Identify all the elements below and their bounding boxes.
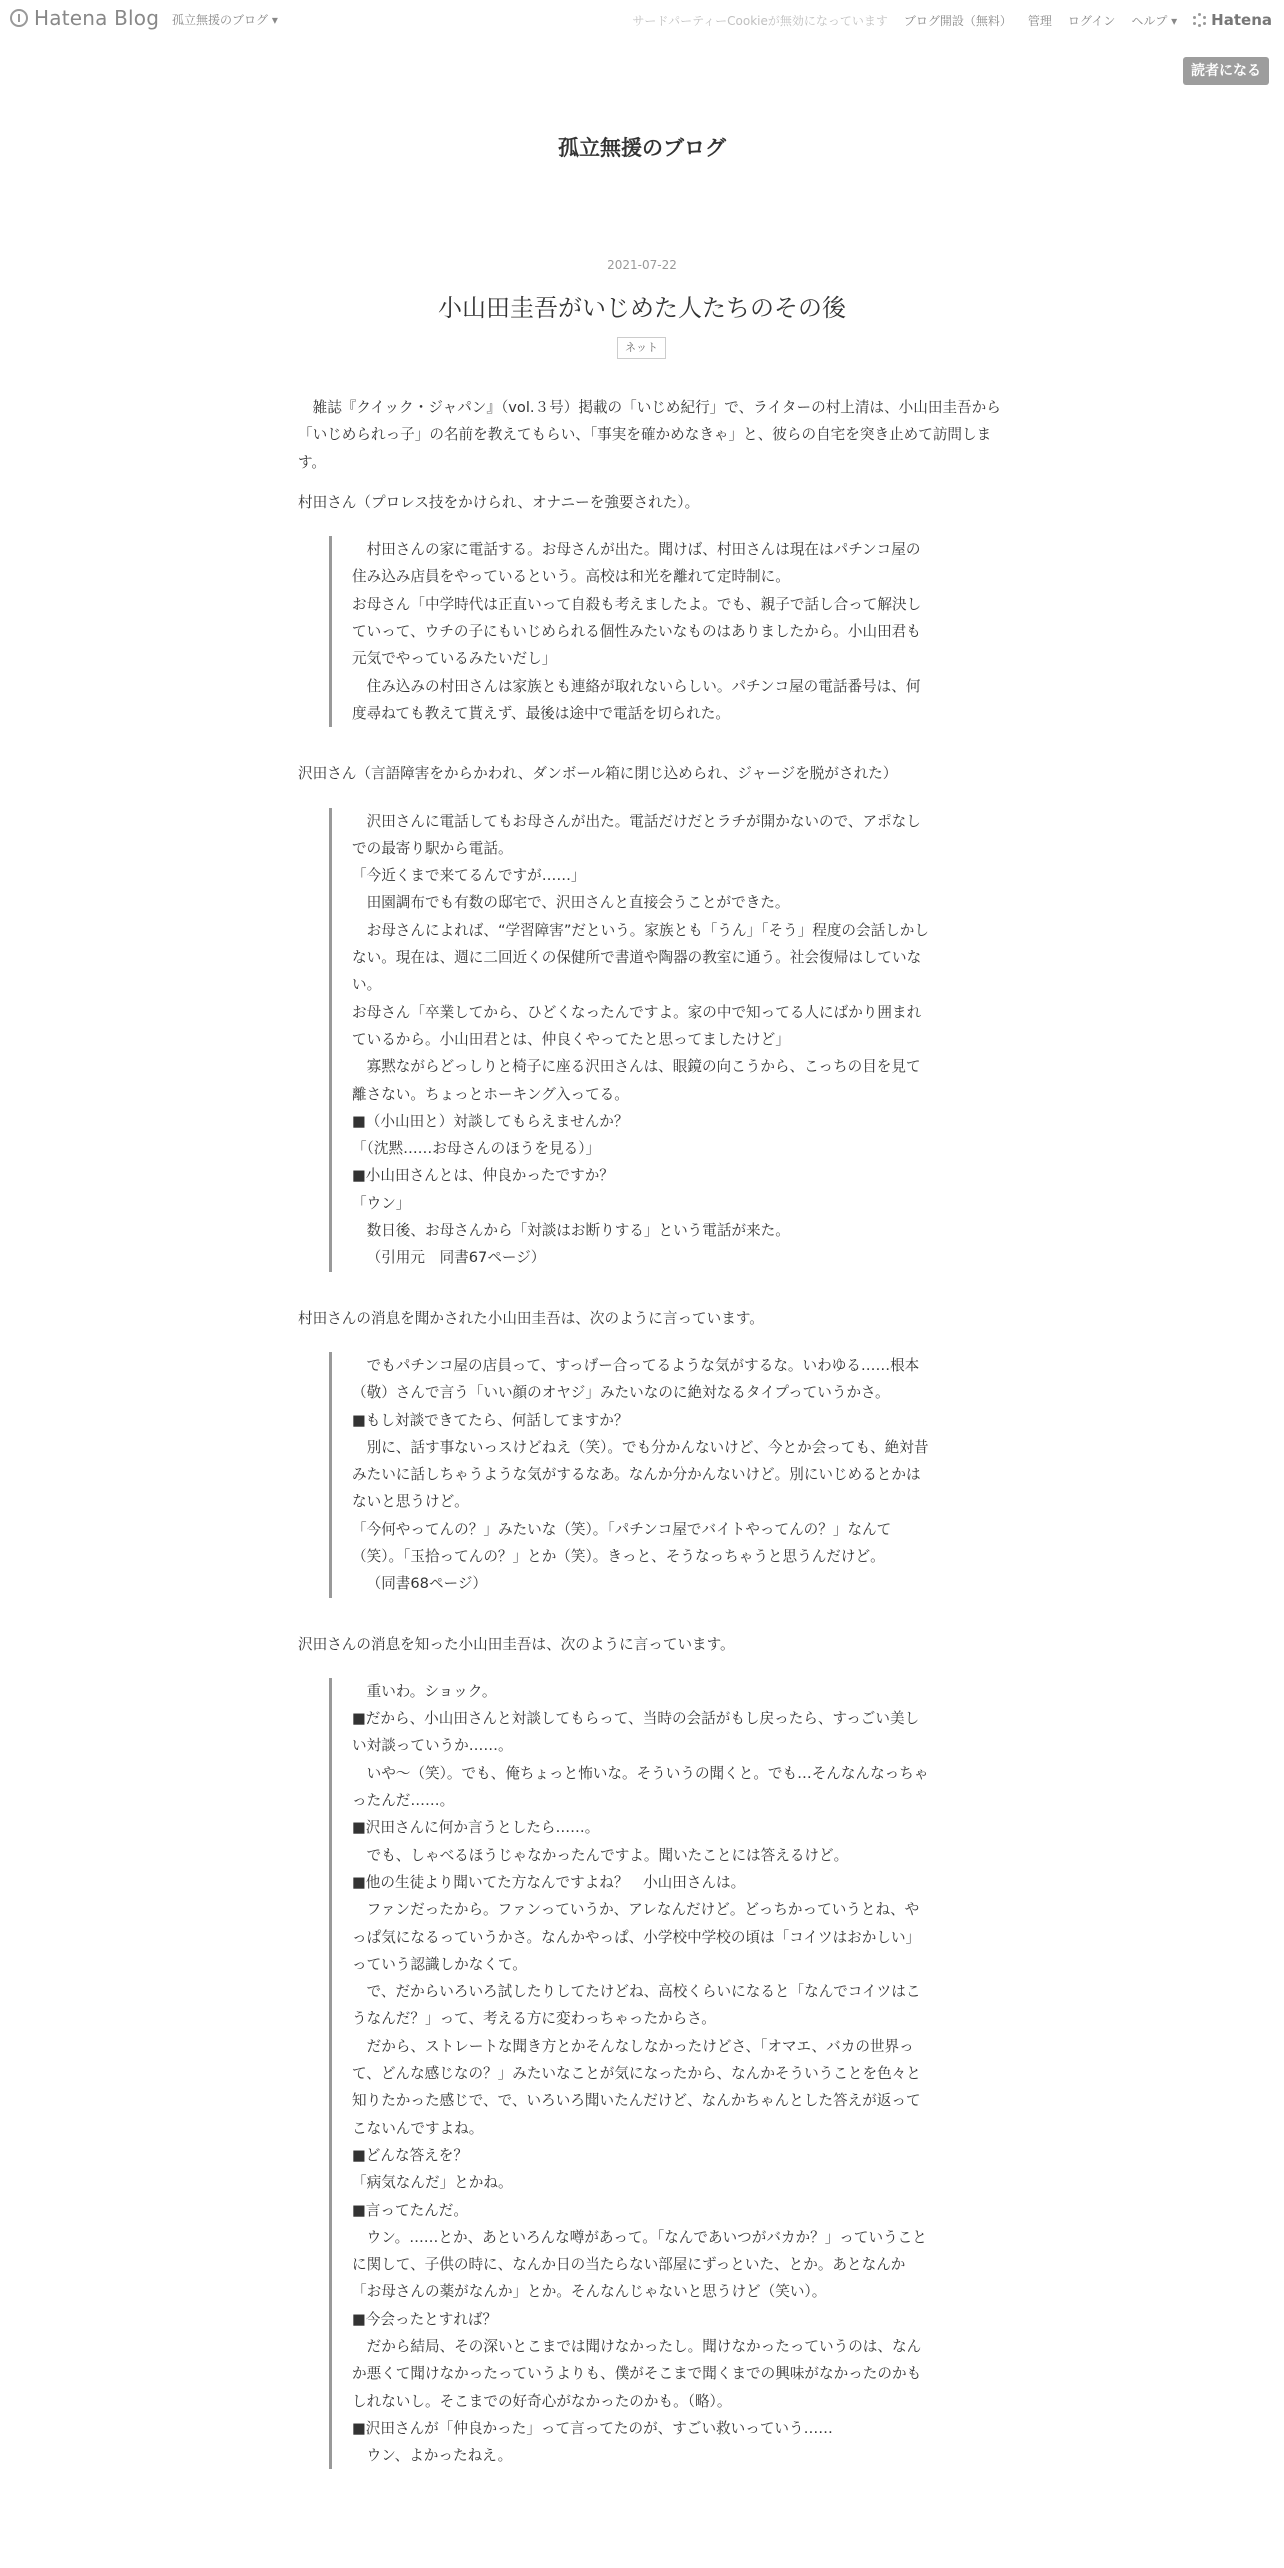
hatena-label: Hatena (1211, 11, 1272, 29)
sawada-news-paragraph: 沢田さんの消息を知った小山田圭吾は、次のように言っています。 (298, 1635, 735, 1653)
quote-line: ■沢田さんが「仲良かった」って言ってたのが、すごい救いっていう…… (352, 2419, 833, 2437)
help-dropdown[interactable]: ヘルプ ▾ (1131, 13, 1178, 28)
quote-line: ■言ってたんだ。 (352, 2201, 468, 2219)
logo-text: Hatena Blog (34, 6, 160, 30)
cookie-notice[interactable]: サードパーティーCookieが無効になっています (632, 13, 888, 28)
murata-news-paragraph: 村田さんの消息を聞かされた小山田圭吾は、次のように言っています。 (298, 1309, 764, 1327)
blog-title[interactable]: 孤立無援のブログ (558, 136, 726, 160)
quote-line: ウン、よかったねえ。 (366, 2447, 513, 2465)
intro-paragraph: 雑誌『クイック・ジャパン』（vol.３号）掲載の「いじめ紀行」で、ライターの村上清は、小山田圭吾から「いじめられっ子」の名前を教えてもらい、「事実を確かめなきゃ」と、彼らの自宅を突き止めて訪問します。 (298, 399, 1001, 471)
quote-oyamada-on-sawada (329, 1678, 932, 2470)
quote-line: 重いわ。ショック。 (366, 1682, 497, 1700)
admin-link[interactable]: 管理 (1027, 13, 1052, 28)
quote-line: でもパチンコ屋の店員って、すっげー合ってるような気がするな。いわゆる……根本（敬）さんで言う「いい顔のオヤジ」みたいなのに絶対なるタイプっていうかさ。 (352, 1356, 920, 1402)
quote-line: ■今会ったとすれば？ (352, 2310, 498, 2328)
quote-line: 寡黙ながらどっしりと椅子に座る沢田さんは、眼鏡の向こうから、こっちの目を見て離さない。ちょっとホーキング入ってる。 (352, 1058, 921, 1103)
hatena-blog-logo[interactable] (10, 6, 159, 30)
quote-line: でも、しゃべるほうじゃなかったんですよ。聞いたことには答えるけど。 (366, 1846, 849, 1864)
quote-line: ■小山田さんとは、仲良かったですか？ (352, 1167, 614, 1185)
quote-murata (329, 536, 932, 727)
subscribe-button[interactable]: 読者になる (1183, 57, 1269, 85)
quote-line: 別に、話す事ないっスけどねえ（笑）。でも分かんないけど、今とか会っても、絶対昔みたいに話しちゃうような気がするなあ。なんか分かんないけど。別にいじめるとかはないと思うけど。 (352, 1438, 929, 1511)
entry-content (281, 394, 1003, 2502)
quote-line: 村田さんの家に電話する。お母さんが出た。聞けば、村田さんは現在はパチンコ屋の住み込み店員をやっているという。高校は和光を離れて定時制に。 (352, 541, 921, 586)
quote-line: 「今近くまで来てるんですが……」 (352, 867, 586, 885)
quote-line: 「今何やってんの？」みたいな（笑）。「パチンコ屋でバイトやってんの？」なんて（笑）。「玉拾ってんの？」とか（笑）。きっと、そうなっちゃうと思うんだけど。 (352, 1520, 892, 1565)
quote-line: （同書68ページ） (366, 1575, 488, 1593)
hatena-link[interactable] (1193, 11, 1272, 29)
quote-line: ■どんな答えを？ (352, 2146, 468, 2164)
murata-heading: 村田さん（プロレス技をかけられ、オナニーを強要された）。 (298, 493, 700, 511)
quote-line: ■（小山田と）対談してもらえませんか？ (352, 1112, 629, 1130)
quote-line: 田園調布でも有数の邸宅で、沢田さんと直接会うことができた。 (366, 894, 790, 912)
quote-line: お母さん「中学時代は正直いって自殺も考えましたよ。でも、親子で話し合って解決していって、ウチの子にもいじめられる個性みたいなものはありましたから。小山田君も元気でやっているみたいだし」 (352, 595, 922, 668)
quote-oyamada-on-murata (329, 1352, 932, 1598)
entry-date[interactable]: 2021-07-22 (607, 258, 677, 272)
quote-line: で、だからいろいろ試したりしてたけどね、高校くらいになると「なんでコイツはこうなんだ？」って、考える方に変わっちゃったからさ。 (352, 1983, 921, 2028)
quote-line: 「ウン」 (352, 1194, 411, 1212)
entry-title[interactable]: 小山田圭吾がいじめた人たちのその後 (438, 294, 846, 322)
quote-line: 「（沈黙……お母さんのほうを見る）」 (352, 1140, 601, 1158)
sawada-heading: 沢田さん（言語障害をからかわれ、ダンボール箱に閉じ込められ、ジャージを脱がされた） (298, 765, 898, 783)
global-header (0, 0, 1284, 36)
quote-line: ■他の生徒より聞いてた方なんですよね？ 小山田さんは。 (352, 1873, 746, 1891)
quote-line: いや～（笑）。でも、俺ちょっと怖いな。そういうの聞くと。でも…そんなんなっちゃったんだ……。 (352, 1764, 929, 1810)
quote-line: だから、ストレートな聞き方とかそんなしなかったけどさ、「オマエ、バカの世界って、どんな感じなの？」みたいなことが気になったから、なんかそういうことを色々と知りたかった感じで、で、いろいろ聞いたんだけど、なんかちゃんとした答えが返ってこないんですよね。 (352, 2037, 921, 2137)
open-blog-link[interactable]: ブログ開設（無料） (903, 13, 1012, 28)
quote-line: お母さんによれば、“学習障害”だという。家族とも「うん」「そう」程度の会話しかしない。現在は、週に二回近くの保健所で書道や陶器の教室に通う。社会復帰はしていない。 (352, 921, 929, 994)
blog-menu-dropdown[interactable]: 孤立無援のブログ ▾ (172, 13, 278, 27)
quote-sawada (329, 808, 932, 1272)
quote-line: ■もし対談できてたら、何話してますか？ (352, 1411, 629, 1429)
quote-line: 沢田さんに電話してもお母さんが出た。電話だけだとラチが開かないので、アポなしでの最寄り駅から電話。 (352, 812, 921, 857)
quote-line: ■沢田さんに何か言うとしたら……。 (352, 1819, 600, 1837)
quote-line: 「病気なんだ」とかね。 (352, 2174, 513, 2192)
quote-line: ウン。……とか、あといろんな噂があって。「なんであいつがバカか？」っていうことに関して、子供の時に、なんか日の当たらない部屋にずっといた、とか。あとなんか「お母さんの薬がなんか」とか。そんなんじゃないと思うけど（笑い）。 (352, 2228, 927, 2301)
quote-line: お母さん「卒業してから、ひどくなったんですよ。家の中で知ってる人にばかり囲まれているから。小山田君とは、仲良くやってたと思ってましたけど」 (352, 1003, 922, 1048)
hatena-dots-icon (1193, 13, 1207, 27)
quote-line: だから結局、その深いとこまでは聞けなかったし。聞けなかったっていうのは、なんか悪くて聞けなかったっていうよりも、僕がそこまで聞くまでの興味がなかったのかもしれないし。そこまでの好奇心がなかったのかも。（略）。 (352, 2338, 922, 2410)
hatena-blog-logo-icon (10, 9, 28, 27)
login-link[interactable]: ログイン (1067, 13, 1116, 28)
quote-line: 数日後、お母さんから「対談はお断りする」という電話が来た。 (366, 1222, 790, 1240)
quote-line: 住み込みの村田さんは家族とも連絡が取れないらしい。パチンコ屋の電話番号は、何度尋ねても教えて貰えず、最後は途中で電話を切られた。 (352, 677, 921, 722)
category-tag[interactable]: ネット (617, 337, 666, 359)
quote-line: （引用元 同書67ページ） (366, 1249, 546, 1267)
quote-line: ファンだったから。ファンっていうか、アレなんだけど。どっちかっていうとね、やっぱ気になるっていうかさ。なんかやっぱ、小学校中学校の頃は「コイツはおかしい」っていう認識しかなくて。 (352, 1901, 921, 1973)
quote-line: ■だから、小山田さんと対談してもらって、当時の会話がもし戻ったら、すっごい美しい対談っていうか……。 (352, 1710, 920, 1755)
